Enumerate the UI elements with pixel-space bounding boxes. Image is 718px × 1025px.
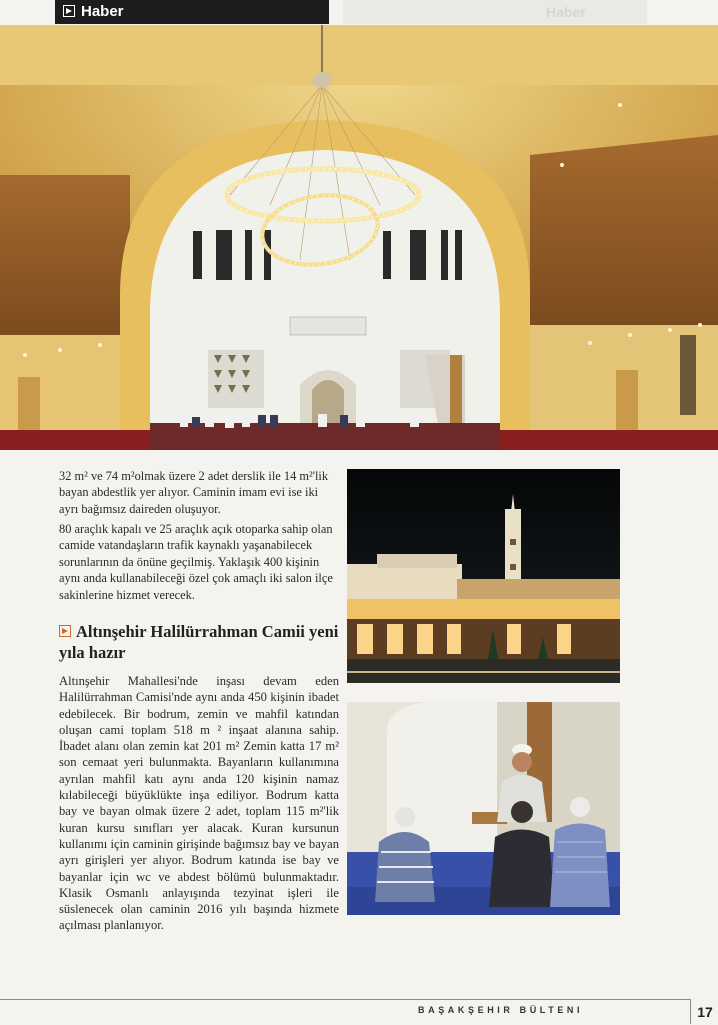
section-tab <box>55 0 329 24</box>
article-paragraph-1: 32 m² ve 74 m²olmak üzere 2 adet derslik ile 14 m²'lik bayan abdestlik yer alıyor. Caminin imam evi ise iki ayrı bağımsız daireden oluşuyor. <box>59 469 329 516</box>
mosque-interior-photo <box>0 25 718 450</box>
imam-lesson-photo <box>347 702 620 915</box>
mosque-night-photo <box>347 469 620 683</box>
section-label-ghost: Haber <box>546 4 586 20</box>
article-paragraph-2: 80 araçlık kapalı ve 25 araçlık açık otoparka sahip olan camide vatandaşların trafik kaynaklı yaşanabilecek sorunlarının da önüne geçilmiş. Yaklaşık 400 kişinin aynı anda kullanabileceği özel çok amaçlı iki salon ilçe sakinlerine hizmet verecek. <box>59 522 333 602</box>
section-label: Haber <box>81 3 124 20</box>
publication-title: BAŞAKŞEHIR BÜLTENI <box>418 1005 584 1015</box>
footer-rule <box>0 999 690 1000</box>
section-tab-ghost <box>343 0 647 24</box>
article-subheading: Altınşehir Halilürrahman Camii yeni yıla hazır <box>59 622 339 662</box>
article-paragraph-3: Altınşehir Mahallesi'nde inşası devam eden Halilürrahman Camisi'nde aynı anda 450 kişinin ibadet edebilecek. Bir bodrum, zemin ve mahfil katından oluşan cami toplam 518 m ² inşaat alanına sahip. İbadet alanı olan zemin kat 201 m² Zemin katta 17 m² son cemaat yeri bulunmakta. Bayanların kullanımına ayrılan mahfil katı aynı anda 120 kişinin namaz kılabileceği büyüklükte inşa ediliyor. Bodrum katta bay ve bayan olmak üzere 2 adet, toplam 115 m²'lik kuran kursu sınıfları yer alacak. Kuran kursunun kullanımı için caminin girişinde bağımsız bay ve bayan ayrı girişleri yer alıyor. Bodrum katında ise bay ve bayanlar için wc ve abdest bölümü bulunmaktadır. Klasik Osmanlı anlayışında tezyinat işleri ile süslenecek olan caminin 2016 yılı başında hizmete açılması planlanıyor. <box>59 674 339 933</box>
page-number: 17 <box>690 999 718 1024</box>
play-box-icon <box>63 5 75 17</box>
play-box-icon <box>59 625 71 637</box>
